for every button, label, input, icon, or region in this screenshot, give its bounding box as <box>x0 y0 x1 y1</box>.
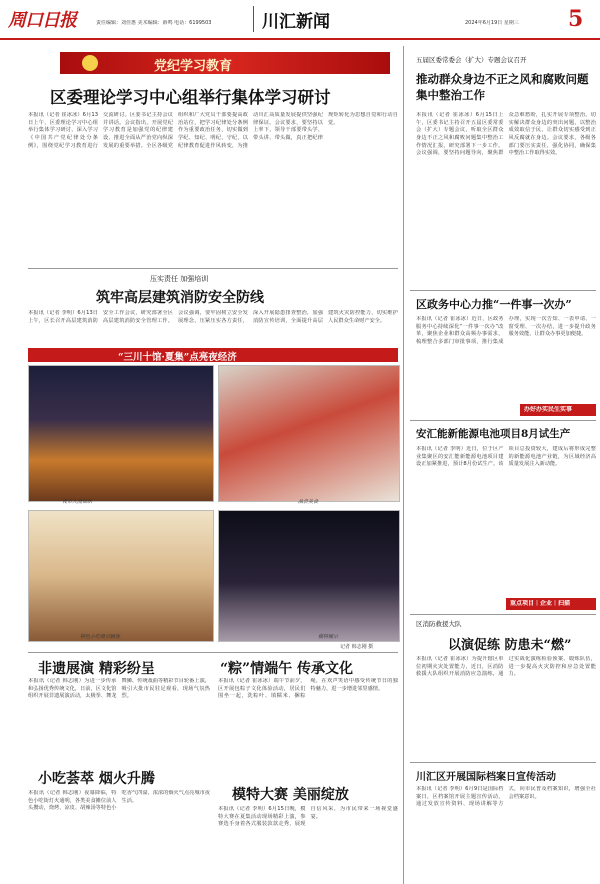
right-rule-3 <box>410 614 596 615</box>
right-mid2-tag-label: 重点项目｜企业｜扫描 <box>510 600 571 607</box>
photo-caption-1: 夜市人流如织 <box>62 499 93 505</box>
section-title: 川汇新闻 <box>262 12 330 32</box>
main-article-title: 区委理论学习中心组举行集体学习研讨 <box>50 88 331 107</box>
party-banner-label: 党纪学习教育 <box>154 59 233 74</box>
right-bottom-body: 本报讯（记者 崔冰冰）为提升辖区单位初期火灾处置能力，近日，区消防救援大队组织开展消防应急演练，通过实战化演练检验预案、锻炼队伍，进一步提高火灾防控和应急处置能力。 <box>416 656 596 678</box>
right-mid2-title: 安汇能新能源电池项目8月试生产 <box>416 428 571 440</box>
photo-food-tasting <box>218 365 400 502</box>
right-mid-body: 本报讯（记者 崔冰冰）近日，区政务服务中心持续深化“一件事一次办”改革，聚焦企业和群众高频办事需求，梳理整合多部门审批事项，推行集成办理，实现一次告知、一表申请、一窗受理、一次办结，进一步提升政务服务效能，让群众办事更加便捷。 <box>416 316 596 346</box>
masthead <box>0 0 600 40</box>
lower-article-2-title: “粽”情端午 传承文化 <box>220 661 353 677</box>
fire-article-body: 本报讯（记者 李明）6月13日上午，区长召开高层建筑消防安全工作会议，研究部署全区高层建筑消防安全管理工作。会议强调，要牢固树立安全发展理念，压紧压实各方责任，深入开展隐患排查整治，加强消防宣传培训，全面提升高层建筑火灾防控能力，切实维护人民群众生命财产安全。 <box>28 310 398 324</box>
photo-caption-2: 品尝美食 <box>298 499 319 505</box>
section-rule <box>28 268 398 269</box>
right-rule-4 <box>410 762 596 763</box>
right-mid2-body: 本报讯（记者 李明）近日，位于区产业集聚区的安汇能新能源电池项目建设正加紧推进，预计8月份试生产。该项目总投资较大，建成后将形成完整的新能源电池产业链，为区域经济高质量发展注入新动能。 <box>416 446 596 468</box>
section-divider <box>253 6 254 32</box>
masthead-meta: 责任编辑：刘佳惠 美术编辑：薛鸣 电话：6199503 <box>96 20 212 26</box>
party-banner <box>60 52 390 74</box>
right-mid-tag <box>520 404 596 416</box>
right-top-kicker: 五届区委常委会（扩大）专题会议召开 <box>416 56 527 64</box>
main-article-body: 本报讯（记者 崔冰冰）6月13日上午，区委理论学习中心组举行集体学习研讨，深入学习《中国共产党纪律处分条例》，围绕党纪学习教育进行交流研讨。区委书记主持会议并讲话。会议指出，开展党纪学习教育是加强党的纪律建设、推进全面从严治党向纵深发展的重要举措。全区各级党组织和广大党员干部要提高政治站位，把学习纪律处分条例作为重要政治任务，切实做到学纪、知纪、明纪、守纪，以纪律教育促进作风转变，为推动川汇高质量发展提供坚强纪律保证。会议要求，要坚持以上率下，领导干部要带头学、带头讲、带头做，真正把纪律规矩转化为思想自觉和行动自觉。 <box>28 112 398 149</box>
issue-date: 2024年6月19日 星期三 <box>465 20 519 26</box>
column-rule <box>403 46 404 884</box>
right-top-body: 本报讯（记者 崔冰冰）6月15日上午，区委书记主持召开五届区委常委会（扩大）专题会议，听取全区群众身边不正之风和腐败问题集中整治工作情况汇报，研究部署下一步工作。会议强调，要坚持问题导向，聚焦群众急难愁盼，扎实开展专项整治，切实解决群众身边的突出问题，以整治成效取信于民，让群众切实感受到正风反腐就在身边。会议要求，各级各部门要压实责任，强化协同，确保集中整治工作取得实效。 <box>416 112 596 157</box>
right-bottom-title: 以演促练 防患未“燃” <box>448 638 572 653</box>
lower-article-4-body: 本报讯（记者 李明）6月15日晚，模特大赛在夏集活动现场精彩上演，参赛选手身着各式服装款款走秀，展现自信风采，为市民带来一场视觉盛宴。 <box>218 806 398 828</box>
right-mid-title: 区政务中心力推“一件事一次办” <box>416 298 572 311</box>
photo-caption-3: 特色小吃吸引顾客 <box>80 634 121 640</box>
lower-article-3-body: 本报讯（记者 韩志刚）夜幕降临，特色小吃街灯火通明，各类美食摊位前人头攒动，烧烤、凉皮、胡辣汤等特色小吃香气四溢，浓浓的烟火气点亮城市夜生活。 <box>28 790 210 812</box>
right-top-title: 推动群众身边不正之风和腐败问题集中整治工作 <box>416 72 589 102</box>
photo-models-stage <box>218 510 400 642</box>
lower-article-3-title: 小吃荟萃 烟火升腾 <box>38 771 155 787</box>
newspaper-logo: 周口日报 <box>8 10 76 31</box>
right-rule-1 <box>410 290 596 291</box>
right-bottom-kicker: 区消防救援大队 <box>416 620 462 628</box>
lower-article-1-title: 非遗展演 精彩纷呈 <box>38 661 155 677</box>
right-bottom-body-2: 本报讯（记者 李明）6月9日是国际档案日，区档案馆开展主题宣传活动，通过发放宣传资料、现场讲解等方式，向市民普及档案知识，增强全社会档案意识。 <box>416 786 596 808</box>
right-rule-2 <box>410 420 596 421</box>
right-mid-tag-label: 办好办实民生实事 <box>524 406 573 413</box>
right-bottom-title-2: 川汇区开展国际档案日宣传活动 <box>416 772 556 783</box>
photo-banner-label: “三川十馆·夏集”点亮夜经济 <box>118 352 237 363</box>
party-emblem-icon <box>82 55 98 71</box>
photo-credit: 记者 韩志刚 摄 <box>340 644 374 650</box>
page-number: 5 <box>568 6 584 32</box>
photo-night-market <box>28 365 214 502</box>
right-mid2-tag <box>506 598 596 610</box>
lower-article-1-body: 本报讯（记者 韩志刚）为进一步传承和弘扬优秀传统文化，日前，区文化馆组织开展非遗展演活动，太极拳、舞龙舞狮、传统戏曲等精彩节目轮番上演，吸引大批市民驻足观看，现场气氛热烈。 <box>28 678 210 700</box>
lower-article-4-title: 模特大赛 美丽绽放 <box>232 787 349 803</box>
photo-banner <box>28 348 398 362</box>
fire-article-title: 筑牢高层建筑消防安全防线 <box>96 290 264 306</box>
photo-snack-stall <box>28 510 214 642</box>
photo-caption-4: 模特展示 <box>318 634 339 640</box>
lower-rule <box>28 652 398 653</box>
lower-article-2-body: 本报讯（记者 崔冰冰）端午节前夕，区开展包粽子文化体验活动，居民们围坐一起，洗粽叶、填糯米、捆粽绳，在欢声笑语中感受传统节日的独特魅力，进一步增进邻里感情。 <box>218 678 398 700</box>
fire-article-kicker: 压实责任 加强培训 <box>150 275 209 283</box>
